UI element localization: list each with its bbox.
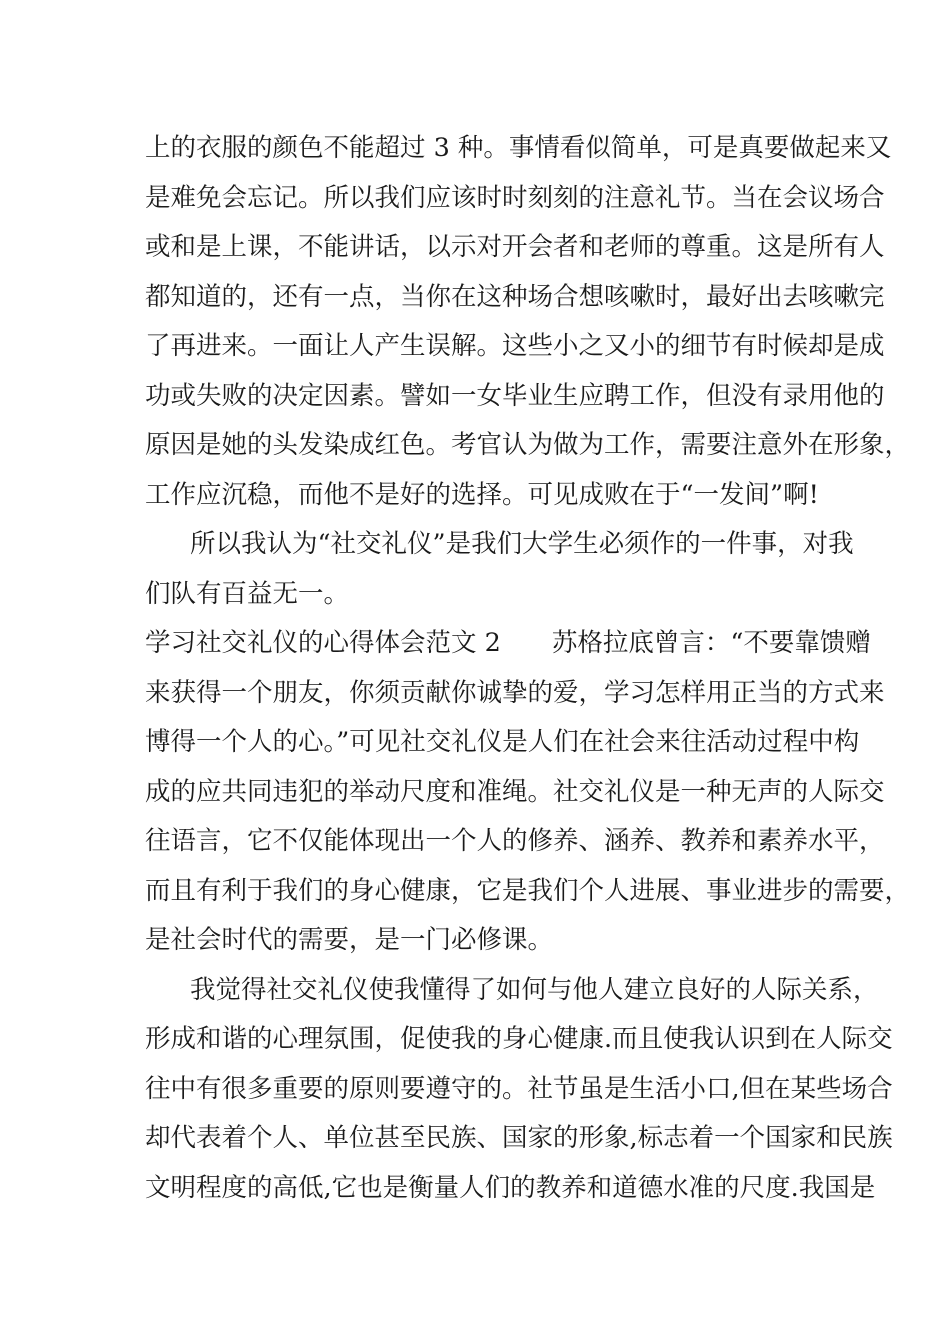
text-line: 博得一个人的心。”可见社交礼仪是人们在社会来往活动过程中构 (145, 727, 860, 757)
text-line: 成的应共同违犯的举动尺度和准绳。社交礼仪是一种无声的人际交 (145, 776, 885, 807)
paragraph-start-line: 我觉得社交礼仪使我懂得了如何与他人建立良好的人际关系， (190, 974, 879, 1005)
text-line: 功或失败的决定因素。譬如一女毕业生应聘工作，但没有录用他的 (145, 380, 885, 411)
text-line: 原因是她的头发染成红色。考官认为做为工作，需要注意外在形象， (145, 430, 911, 460)
text-line: 往语言，它不仅能体现出一个人的修养、涵养、教养和素养水平， (145, 826, 885, 856)
text-line: 上的衣服的颜色不能超过 3 种。事情看似简单，可是真要做起来又 (145, 133, 892, 163)
text-line: 工作应沉稳，而他不是好的选择。可见成败在于“一发间”啊! (145, 479, 819, 510)
text-line: 却代表着个人、单位甚至民族、国家的形象,标志着一个国家和民族 (145, 1123, 893, 1153)
text-line: 往中有很多重要的原则要遵守的。社节虽是生活小口,但在某些场合 (145, 1073, 893, 1104)
text-line: 了再进来。一面让人产生误解。这些小之又小的细节有时候却是成 (145, 331, 885, 361)
text-line: 来获得一个朋友，你须贡献你诚挚的爱，学习怎样用正当的方式来 (145, 677, 885, 708)
section-heading-line: 学习社交礼仪的心得体会范文 2 苏格拉底曾言：“不要靠馈赠 (145, 628, 871, 658)
text-line: 或和是上课，不能讲话，以示对开会者和老师的尊重。这是所有人 (145, 232, 885, 262)
document-body (145, 124, 911, 1213)
text-line: 文明程度的高低,它也是衡量人们的教养和道德水准的尺度.我国是 (145, 1172, 876, 1203)
paragraph-start-line: 所以我认为“社交礼仪”是我们大学生必须作的一件事，对我 (190, 529, 854, 559)
text-line: 是社会时代的需要，是一门必修课。 (145, 925, 554, 955)
text-line: 是难免会忘记。所以我们应该时时刻刻的注意礼节。当在会议场合 (145, 182, 885, 213)
text-line: 形成和谐的心理氛围，促使我的身心健康.而且使我认识到在人际交 (145, 1024, 893, 1054)
text-line: 们队有百益无一。 (145, 578, 350, 609)
text-line: 都知道的，还有一点，当你在这种场合想咳嗽时，最好出去咳嗽完 (145, 281, 885, 312)
text-line: 而且有利于我们的身心健康，它是我们个人进展、事业进步的需要， (145, 875, 911, 906)
